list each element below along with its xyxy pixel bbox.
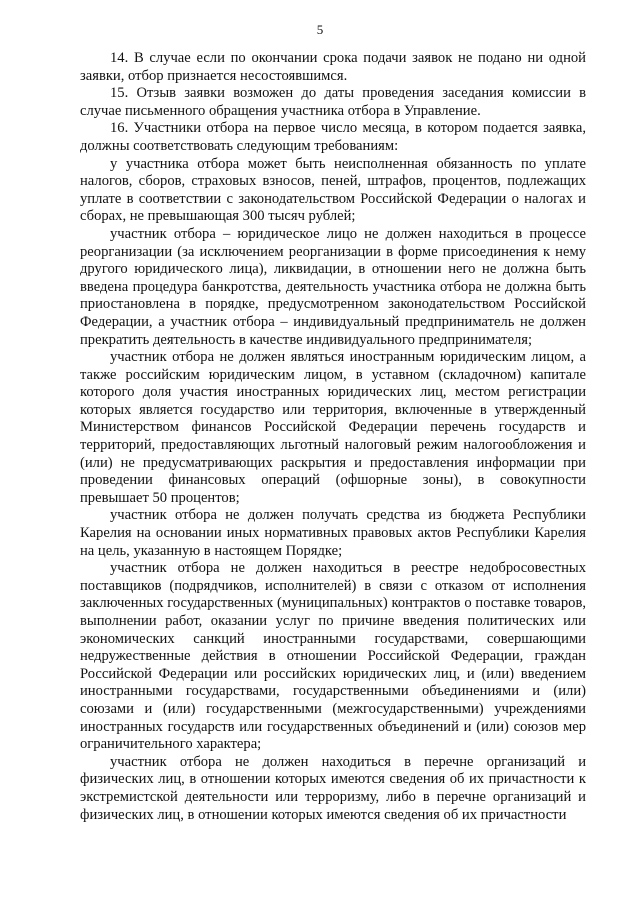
requirement-reorganization: участник отбора – юридическое лицо не должен находиться в процессе реорганизации (за исключением реорганизации в форме присоединения к нему другого юридического лица), ликвидации, в отношении него не должна быть введена процедура банкротства, деятельность участника отбора не должна быть приостановлена в порядке, предусмотренном законодательством Российской Федерации, а участник отбора – индивидуальный предприниматель не должен прекратить деятельность в качестве индивидуального предпринимателя; <box>80 225 586 348</box>
document-body <box>80 50 586 824</box>
requirement-foreign-entity: участник отбора не должен являться иностранным юридическим лицом, а также российским юридическим лицом, в уставном (складочном) капитале которого доля участия иностранных юридических лиц, местом регистрации которых является государство или территория, включенные в утвержденный Министерством финансов Российской Федерации перечень государств и территорий, предоставляющих льготный налоговый режим налогообложения и (или) не предусматривающих раскрытия и предоставления информации при проведении финансовых операций (офшорные зоны), в совокупности превышает 50 процентов; <box>80 349 586 506</box>
requirement-unfair-suppliers: участник отбора не должен находиться в реестре недобросовестных поставщиков (подрядчиков, исполнителей) в связи с отказом от исполнения заключенных государственных (муниципальных) контрактов о поставке товаров, выполнении работ, оказании услуг по причине введения политических или экономических санкций иностранными государствами, совершающими недружественные действия в отношении Российской Федерации, граждан Российской Федерации или российских юридических лиц, и (или) введением иностранными государствами, государственными объединениями и (или) союзами и (или) государственными (межгосударственными) учреждениями иностранных государств или государственных объединений и (или) союзов мер ограничительного характера; <box>80 560 586 753</box>
page-number: 5 <box>316 22 324 37</box>
requirement-extremism-list: участник отбора не должен находиться в перечне организаций и физических лиц, в отношении которых имеются сведения об их причастности к экстремистской деятельности или терроризму, либо в перечне организаций и физических лиц, в отношении которых имеются сведения об их причастности <box>80 753 586 823</box>
requirement-tax-debt: у участника отбора может быть неисполненная обязанность по уплате налогов, сборов, страховых взносов, пеней, штрафов, процентов, подлежащих уплате в соответствии с законодательством Российской Федерации о налогах и сборах, не превышающая 300 тысяч рублей; <box>80 155 586 225</box>
paragraph-16: 16. Участники отбора на первое число месяца, в котором подается заявка, должны соответствовать следующим требованиям: <box>80 120 586 154</box>
requirement-budget-funds: участник отбора не должен получать средства из бюджета Республики Карелия на основании иных нормативных правовых актов Республики Карелия на цель, указанную в настоящем Порядке; <box>80 507 586 559</box>
paragraph-15: 15. Отзыв заявки возможен до даты проведения заседания комиссии в случае письменного обращения участника отбора в Управление. <box>80 85 586 119</box>
paragraph-14: 14. В случае если по окончании срока подачи заявок не подано ни одной заявки, отбор признается несостоявшимся. <box>80 50 586 84</box>
